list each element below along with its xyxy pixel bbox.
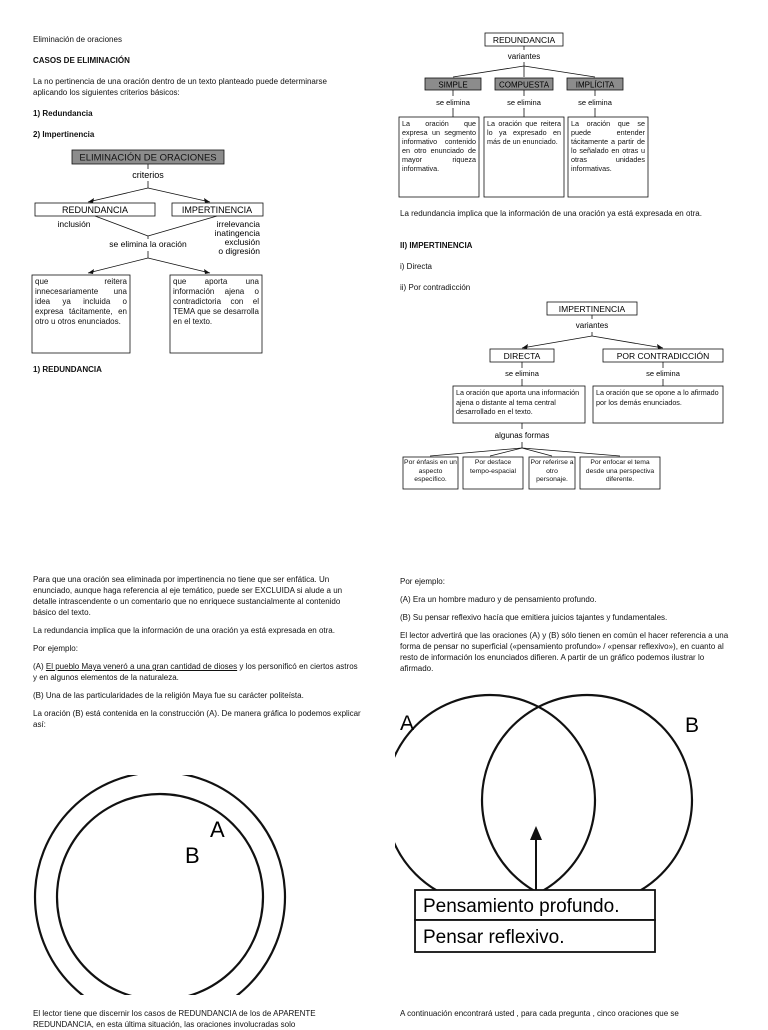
- inatingencia-label: inatingencia: [214, 228, 260, 238]
- simple-description: La oración que expresa un segmento informativo contenido en otro enunciado de mayor riqueza informativa.: [402, 119, 476, 173]
- implicita-description: La oración que se puede entender tácitamente a partir de lo señalado en otras u otras unidades informativas.: [571, 119, 645, 173]
- q3-bottom-text: El lector tiene que discernir los casos de REDUNDANCIA de los de APARENTE REDUNDANCIA, en esta última situación, las oraciones involucradas solo: [33, 1009, 316, 1029]
- se-elimina-directa: se elimina: [505, 369, 539, 378]
- se-elimina-1: se elimina: [436, 98, 470, 107]
- algunas-formas-label: algunas formas: [494, 431, 550, 440]
- impertinencia-description: que aporta una información ajena o contradictoria con el TEMA que se desarrolla en el texto.: [173, 277, 259, 326]
- impertinencia-box: IMPERTINENCIA: [181, 205, 253, 215]
- q4-sentence-b: (B) Su pensar reflexivo hacía que emitiera juicios tajantes y fundamentales.: [400, 613, 668, 622]
- se-elimina-2: se elimina: [507, 98, 541, 107]
- diagram-title: ELIMINACIÓN DE ORACIONES: [79, 152, 217, 164]
- inclusion-circles: [28, 775, 288, 995]
- q4-bottom-text: A continuación encontrará usted , para cada pregunta , cinco oraciones que se: [400, 1009, 679, 1018]
- redundancia-box: REDUNDANCIA: [61, 205, 129, 215]
- q1-intro: La no pertinencia de una oración dentro de un texto planteado puede determinarse aplicando los siguientes criterios básicos:: [33, 77, 327, 97]
- contradiccion-description: La oración que se opone a lo afirmado por los demás enunciados.: [596, 388, 719, 407]
- compuesta-box: COMPUESTA: [498, 80, 550, 90]
- criterios-label: criterios: [132, 170, 164, 180]
- elimination-diagram: [30, 145, 270, 360]
- contradiccion-box: POR CONTRADICCIÓN: [616, 351, 710, 361]
- box-pensar-reflexivo: Pensar reflexivo.: [423, 927, 565, 948]
- implicita-box: IMPLÍCITA: [575, 80, 615, 90]
- q3-text-column: [33, 574, 363, 737]
- overlap-diagram: [395, 690, 740, 962]
- digresion-label: o digresión: [218, 246, 260, 256]
- q1-header: Eliminación de oraciones: [33, 35, 122, 44]
- variantes-label: variantes: [507, 52, 541, 61]
- forma-enfasis: Por énfasis en un aspecto específico.: [404, 459, 457, 483]
- circle-label-a: A: [210, 817, 225, 842]
- variantes-label-2: variantes: [575, 321, 609, 330]
- compuesta-description: La oración que reitera lo ya expresado en más de un enunciado.: [487, 119, 561, 146]
- q1-footer-heading: 1) REDUNDANCIA: [33, 365, 102, 374]
- q4-text-column: [400, 576, 735, 681]
- q3-example-label: Por ejemplo:: [33, 644, 78, 653]
- forma-desface: Por desface tempo-espacial: [469, 459, 517, 475]
- impertinencia-diagram: [395, 298, 730, 493]
- q3-paragraph-2: La redundancia implica que la información de una oración ya está expresada en otra.: [33, 626, 335, 635]
- se-elimina-3: se elimina: [578, 98, 612, 107]
- q4-example-label: Por ejemplo:: [400, 577, 445, 586]
- directa-description: La oración que aporta una información ajena o distante al tema central desarrollado en el texto.: [456, 388, 580, 416]
- inclusion-label: inclusión: [57, 219, 91, 229]
- redundancia-description: que reitera innecesariamente una idea ya incluida o expresa tácitamente, en otro u otros enunciados.: [35, 277, 127, 326]
- simple-box: SIMPLE: [438, 80, 468, 90]
- circle-label-b: B: [185, 843, 200, 868]
- overlap-label-a: A: [400, 712, 415, 735]
- redundancia-title: REDUNDANCIA: [492, 35, 556, 45]
- irrelevancia-label: irrelevancia: [216, 219, 260, 229]
- box-pensamiento-profundo: Pensamiento profundo.: [423, 896, 620, 917]
- q4-sentence-a: (A) Era un hombre maduro y de pensamiento profundo.: [400, 595, 597, 604]
- q2-item-directa: i) Directa: [400, 262, 433, 271]
- q2-heading: II) IMPERTINENCIA: [400, 241, 473, 250]
- q3-paragraph-1: Para que una oración sea eliminada por impertinencia no tiene que ser enfática. Un enunciado, aunque haga referencia al eje temático, puede ser EXCLUIDA si alude a un detalle intrascendente o un comentario que no enriquece sustancialmente al contenido básico del texto.: [33, 575, 343, 617]
- overlap-label-b: B: [685, 714, 700, 737]
- q3-paragraph-graphic: La oración (B) está contenida en la construcción (A). De manera gráfica lo podemos explicar así:: [33, 709, 361, 729]
- redundancia-diagram: [395, 30, 725, 202]
- q1-item-impertinencia: 2) Impertinencia: [33, 130, 95, 139]
- se-elimina-contradiccion: se elimina: [646, 369, 680, 378]
- sentence-a-underlined: El pueblo Maya veneró a una gran cantidad de dioses: [45, 662, 238, 671]
- impertinencia-title: IMPERTINENCIA: [558, 304, 626, 314]
- q4-paragraph: El lector advertirá que las oraciones (A) y (B) sólo tienen en común el hacer referencia a una forma de pensar no superficial («pensamiento profundo» / «pensar reflexivo»), en cuanto al resto de información los enunciados difieren. A partir de un gráfico podemos ilustrar lo afirmado.: [400, 631, 729, 673]
- directa-box: DIRECTA: [503, 351, 541, 361]
- sentence-a-rest: y los personificó en ciertos astros y en algunos elementos de la naturaleza.: [33, 662, 358, 682]
- q1-item-redundancia: 1) Redundancia: [33, 109, 93, 118]
- exclusion-label: exclusión: [224, 237, 260, 247]
- sentence-a-prefix: (A): [33, 662, 46, 671]
- q3-sentence-b: (B) Una de las particularidades de la religión Maya fue su carácter politeísta.: [33, 691, 304, 700]
- forma-perspectiva: Por enfocar el tema desde una perspectiva diferente.: [585, 459, 655, 483]
- q2-item-contradiccion: ii) Por contradicción: [400, 283, 471, 292]
- q3-sentence-a: [33, 661, 363, 683]
- se-elimina-label: se elimina la oración: [109, 239, 187, 249]
- q2-paragraph: La redundancia implica que la información de una oración ya está expresada en otra.: [400, 209, 702, 218]
- forma-personaje: Por referirse a otro personaje.: [530, 459, 574, 483]
- q1-heading: CASOS DE ELIMINACIÓN: [33, 56, 130, 65]
